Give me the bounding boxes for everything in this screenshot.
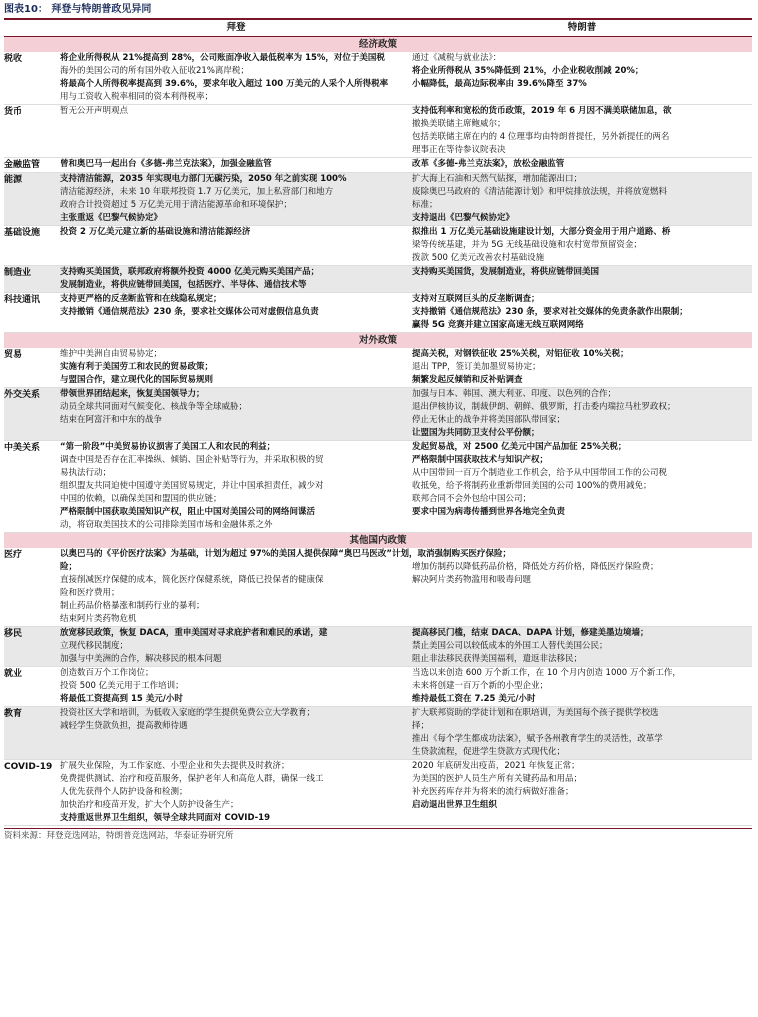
policy-line: 禁止美国公司以较低成本的外国工人替代美国公民；	[412, 641, 608, 651]
policy-line: 结束阿片类药物危机	[60, 614, 137, 624]
trump-cell	[412, 293, 752, 332]
policy-line: 直接削减医疗保健的成本，简化医疗保健系统，降低已投保者的健康保	[60, 575, 324, 585]
policy-line: 清洁能源经济，未来 10 年联邦投资 1.7 万亿美元，加上私营部门和地方	[60, 187, 334, 197]
policy-line: 理事正在等待参议院表决	[412, 145, 506, 155]
row-category: 金融监管	[4, 160, 41, 170]
table-row	[4, 348, 752, 388]
row-category: COVID-19	[4, 762, 53, 772]
table-row	[4, 173, 752, 226]
table-row	[4, 226, 752, 266]
policy-line: 以奥巴马的《平价医疗法案》为基础，计划为超过 97%的美国人提供保障“奥巴马医改”计划，取消强制购买医疗保险；	[60, 549, 511, 559]
table-row	[4, 266, 752, 293]
trump-cell	[412, 266, 752, 292]
policy-line: 阻止非法移民获得美国福利，遣返非法移民；	[412, 654, 583, 664]
policy-line: 人优先获得个人防护设备和检测；	[60, 787, 188, 797]
policy-line: 加快治疗和疫苗开发，扩大个人防护设备生产；	[60, 800, 239, 810]
policy-line: 支持撤销《通信规范法》230 条，要求对社交媒体的免责条款作出限制；	[412, 307, 688, 317]
biden-cell	[60, 760, 412, 825]
policy-line: 用与工资收入税率相同的资本利得税率；	[60, 92, 214, 102]
policy-line: 中国的依赖，以确保美国和盟国的供应链；	[60, 494, 222, 504]
table-header	[4, 20, 752, 37]
trump-cell	[412, 158, 752, 172]
table-row	[4, 627, 752, 667]
biden-cell	[60, 441, 412, 532]
policy-line: 增加仿制药以降低药品价格，降低处方药价格，降低医疗保险费；	[412, 562, 659, 572]
policy-line: 投资社区大学和培训，为低收入家庭的学生提供免费公立大学教育；	[60, 708, 316, 718]
policy-line: 将企业所得税从 35%降低到 21%，小企业税收削减 20%；	[412, 66, 644, 76]
trump-cell	[412, 348, 752, 387]
policy-line: 撤换美联储主席鲍威尔；	[412, 119, 506, 129]
figure-title: 图表10： 拜登与特朗普政见异同	[4, 2, 752, 20]
policy-line: 赢得 5G 竞赛并建立国家高速无线互联网网络	[412, 320, 584, 330]
policy-line: 包括美联储主席在内的 4 位理事均由特朗普提任，另外新提任的两名	[412, 132, 670, 142]
policy-line: 调查中国是否存在汇率操纵、倾销、国企补贴等行为，并采取积极的贸	[60, 455, 324, 465]
policy-line: 维持最低工资在 7.25 美元/小时	[412, 694, 536, 704]
policy-line: 2020 年底研发出疫苗，2021 年恢复正常；	[412, 761, 580, 771]
row-category: 科技通讯	[4, 295, 41, 305]
policy-line: 险和医疗费用；	[60, 588, 120, 598]
policy-line: 支持撤销《通信规范法》230 条，要求社交媒体公司对虚假信息负责	[60, 307, 319, 317]
source-note: 资料来源：拜登竞选网站，特朗普竞选网站，华泰证券研究所	[4, 828, 752, 843]
table-row	[4, 667, 752, 707]
policy-line: 标准；	[412, 200, 438, 210]
policy-line: 险；	[60, 562, 78, 572]
policy-line: 投资 2 万亿美元建立新的基础设施和清洁能源经济	[60, 227, 251, 237]
trump-cell	[412, 105, 752, 157]
row-category: 中美关系	[4, 443, 41, 453]
policy-line: 退出伊核协议，制裁伊朗、朝鲜、俄罗斯，打击委内瑞拉马杜罗政权；	[412, 402, 676, 412]
biden-cell	[60, 158, 412, 172]
trump-cell	[412, 173, 752, 225]
policy-line: 收抵免，给予将制药业重新带回美国的公司 100%的费用减免；	[412, 481, 652, 491]
table-row	[4, 293, 752, 333]
policy-line: 动，将窃取美国技术的公司排除美国市场和金融体系之外	[60, 520, 273, 530]
policy-line: 减轻学生贷款负担，提高教师待遇	[60, 721, 188, 731]
policy-line: 严格限制中国获取技术与知识产权；	[412, 455, 549, 465]
policy-line: 生贷款流程，促进学生贷款方式现代化；	[412, 747, 566, 757]
policy-line: 频繁发起反倾销和反补贴调查	[412, 375, 523, 385]
policy-line: 支持更严格的反垄断监管和在线隐私规定；	[60, 294, 222, 304]
policy-line: 扩大海上石油和天然气钻探，增加能源出口；	[412, 174, 583, 184]
policy-line: 加强与日本、韩国、澳大利亚、印度、以色列的合作；	[412, 389, 617, 399]
section-foreign: 对外政策	[4, 333, 752, 348]
trump-cell	[412, 388, 752, 440]
policy-line: “第一阶段”中美贸易协议损害了美国工人和农民的利益；	[60, 442, 276, 452]
policy-line: 支持清洁能源，2035 年实现电力部门无碳污染，2050 年之前实现 100%	[60, 174, 347, 184]
section-domestic: 其他国内政策	[4, 533, 752, 548]
policy-line: 支持重返世界卫生组织，领导全球共同面对 COVID-19	[60, 813, 271, 823]
section-economy: 经济政策	[4, 37, 752, 52]
trump-cell	[412, 760, 752, 825]
table-row	[4, 388, 752, 441]
policy-line: 投资 500 亿美元用于工作培训；	[60, 681, 184, 691]
policy-line: 扩大联邦资助的学徒计划和在职培训，为美国每个孩子提供学校选	[412, 708, 659, 718]
row-category: 贸易	[4, 350, 23, 360]
table-row	[4, 158, 752, 173]
policy-line: 通过《减税与就业法》：	[412, 53, 502, 63]
policy-line: 为美国的医护人员生产所有关键药品和用品；	[412, 774, 583, 784]
policy-line: 与盟国合作，建立现代化的国际贸易规则	[60, 375, 214, 385]
policy-line: 主张重返《巴黎气候协定》	[60, 213, 163, 223]
table-row	[4, 548, 752, 627]
policy-line: 扩展失业保险，为工作家庭、小型企业和失去提供及时救济；	[60, 761, 290, 771]
policy-line: 免费提供测试、治疗和疫苗服务，保护老年人和高危人群，确保一线工	[60, 774, 324, 784]
policy-line: 带领世界团结起来，恢复美国领导力；	[60, 389, 205, 399]
policy-line: 联邦合同不会外包给中国公司；	[412, 494, 532, 504]
trump-cell	[412, 441, 752, 532]
row-category: 外交关系	[4, 390, 41, 400]
biden-cell	[60, 667, 412, 706]
header-trump: 特朗普	[567, 22, 597, 33]
row-category: 就业	[4, 669, 23, 679]
biden-cell	[60, 388, 412, 440]
policy-line: 将最低工资提高到 15 美元/小时	[60, 694, 183, 704]
policy-line: 组织盟友共同迫使中国遵守美国贸易规定，并让中国承担责任，减少对	[60, 481, 324, 491]
table-row	[4, 707, 752, 760]
trump-cell	[412, 52, 752, 104]
policy-line: 梁等传统基建，并为 5G 无线基础设施和农村宽带预留资金；	[412, 240, 642, 250]
header-blank	[4, 20, 60, 36]
policy-line: 立现代移民制度；	[60, 641, 129, 651]
row-category: 制造业	[4, 268, 32, 278]
policy-line: 严格限制中国获取美国知识产权，阻止中国对美国公司的网络间谍活	[60, 507, 316, 517]
policy-line: 择；	[412, 721, 430, 731]
policy-line: 支持低利率和宽松的货币政策，2019 年 6 月因不满美联储加息，欲	[412, 106, 672, 116]
row-category: 货币	[4, 107, 23, 117]
policy-line: 解决阿片类药物滥用和吸毒问题	[412, 575, 532, 585]
policy-line	[412, 812, 752, 825]
policy-line: 维护中美洲自由贸易协定；	[60, 349, 163, 359]
policy-line: 启动退出世界卫生组织	[412, 800, 498, 810]
biden-cell	[60, 105, 412, 157]
policy-line: 放宽移民政策，恢复 DACA，重申美国对寻求庇护者和难民的承诺，建	[60, 628, 328, 638]
policy-line: 海外的美国公司的所有国外收入征收21%离岸税；	[60, 66, 249, 76]
policy-line: 拟推出 1 万亿美元基础设施建设计划，大部分资金用于用户道路、桥	[412, 227, 671, 237]
row-category: 移民	[4, 629, 23, 639]
policy-line: 改革《多德-弗兰克法案》，放松金融监管	[412, 159, 565, 169]
trump-cell	[412, 548, 752, 626]
policy-line: 补充医药库存并为将来的流行病做好准备；	[412, 787, 574, 797]
policy-line: 曾和奥巴马一起出台《多德-弗兰克法案》，加强金融监管	[60, 159, 272, 169]
policy-line: 废除奥巴马政府的《清洁能源计划》和甲烷排放法规，并将放宽燃料	[412, 187, 668, 197]
trump-cell	[412, 707, 752, 759]
biden-cell	[60, 348, 412, 387]
policy-line: 支持购买美国货，联邦政府将额外投资 4000 亿美元购买美国产品；	[60, 267, 320, 277]
policy-line: 发展制造业，将供应链带回美国，包括医疗、半导体、通信技术等	[60, 280, 307, 290]
row-category: 能源	[4, 175, 23, 185]
trump-cell	[412, 226, 752, 265]
row-category: 税收	[4, 54, 23, 64]
biden-cell	[60, 226, 412, 265]
biden-cell	[60, 293, 412, 332]
table-row	[4, 760, 752, 826]
policy-line: 将最高个人所得税率提高到 39.6%，要求年收入超过 100 万美元的人采个人所得税率	[60, 79, 389, 89]
biden-cell	[60, 707, 412, 759]
report-page	[4, 2, 752, 843]
policy-line: 退出 TPP，签订美加墨贸易协定；	[412, 362, 541, 372]
policy-line: 暂无公开声明观点	[60, 106, 129, 116]
policy-line: 拨款 500 亿美元改善农村基础设施	[412, 253, 545, 263]
biden-cell	[60, 266, 412, 292]
table-row	[4, 441, 752, 533]
policy-line: 未来将创建一百万个新的小型企业；	[412, 681, 549, 691]
policy-line: 实施有利于美国劳工和农民的贸易政策；	[60, 362, 214, 372]
policy-line: 停止无休止的战争并将美国部队带回家；	[412, 415, 566, 425]
trump-cell	[412, 627, 752, 666]
policy-line: 当选以来创造 600 万个新工作，在 10 个月内创造 1000 万个新工作，	[412, 668, 681, 678]
policy-line: 提高关税，对钢铁征收 25%关税，对铝征收 10%关税；	[412, 349, 629, 359]
policy-line: 发起贸易战，对 2500 亿美元中国产品加征 25%关税；	[412, 442, 627, 452]
table-row	[4, 52, 752, 105]
policy-line: 从中国带回一百万个制造业工作机会，给予从中国带回工作的公司税	[412, 468, 668, 478]
header-biden: 拜登	[226, 22, 246, 33]
policy-line: 小幅降低，最高边际税率由 39.6%降至 37%	[412, 79, 587, 89]
policy-line: 结束在阿富汗和中东的战争	[60, 415, 163, 425]
policy-line: 提高移民门槛，结束 DACA、DAPA 计划，修建美墨边境墙；	[412, 628, 649, 638]
biden-cell	[60, 52, 412, 104]
table-row	[4, 105, 752, 158]
biden-cell	[60, 173, 412, 225]
row-category: 教育	[4, 709, 23, 719]
policy-line: 要求中国为病毒传播到世界各地完全负责	[412, 507, 566, 517]
policy-line: 推出《每个学生都成功法案》，赋予各州教育学生的灵活性，改革学	[412, 734, 663, 744]
row-category: 基础设施	[4, 228, 41, 238]
policy-line: 加强与中美洲的合作，解决移民的根本问题	[60, 654, 222, 664]
policy-line: 动员全球共同面对气候变化、核战争等全球威胁；	[60, 402, 248, 412]
policy-line: 制止药品价格暴涨和制药行业的暴利；	[60, 601, 205, 611]
policy-line: 让盟国为共同防卫支付公平份额；	[412, 428, 540, 438]
row-category: 医疗	[4, 550, 23, 560]
policy-table	[4, 52, 752, 826]
policy-line	[412, 548, 752, 561]
policy-line: 支持退出《巴黎气候协定》	[412, 213, 515, 223]
policy-line: 创造数百万个工作岗位；	[60, 668, 154, 678]
policy-line: 易执法行动；	[60, 468, 112, 478]
trump-cell	[412, 667, 752, 706]
policy-line: 将企业所得税从 21%提高到 28%，公司账面净收入最低税率为 15%，对位于美国税	[60, 53, 385, 63]
policy-line: 政府合计投资超过 5 万亿美元用于清洁能源革命和环境保护；	[60, 200, 292, 210]
policy-line: 支持对互联网巨头的反垄断调查；	[412, 294, 540, 304]
biden-cell	[60, 627, 412, 666]
policy-line: 支持购买美国货，发展制造业，将供应链带回美国	[412, 267, 600, 277]
